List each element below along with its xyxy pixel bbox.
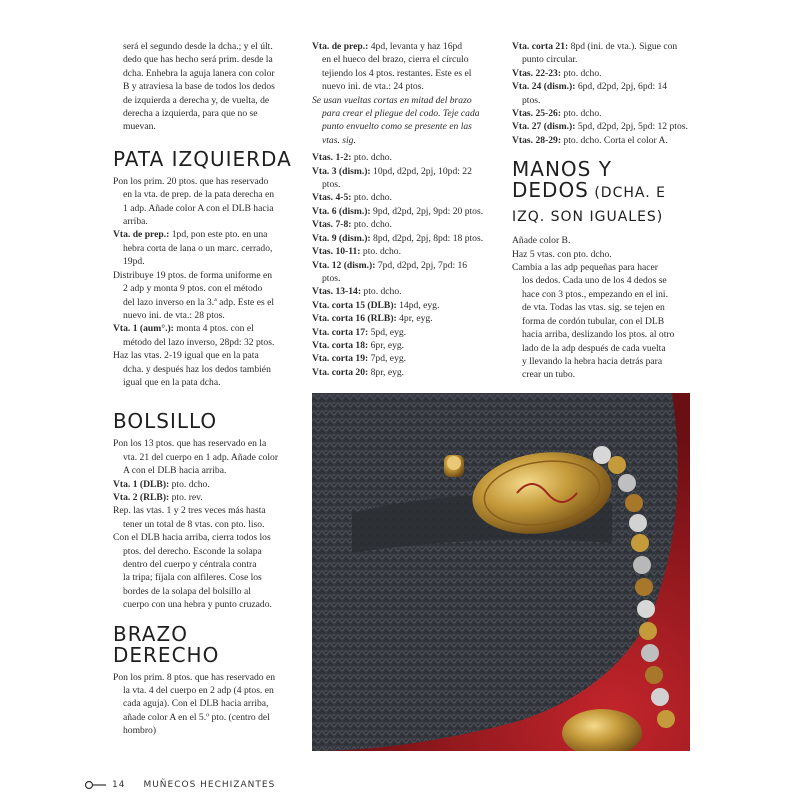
text-line: dcha. y después haz los dedos también [123,363,271,375]
text-line: Vta. de prep.: 4pd, levanta y haz 16pd [312,41,463,52]
row-label: Vta. 27 (dism.): [512,121,576,133]
note-line: vtas. sig. [322,134,356,146]
note-line: Se usan vueltas cortas en mitad del brazo [312,94,472,106]
manos-title-sub-a: (DCHA. E [588,185,666,202]
instruction-paragraph [113,322,297,349]
text-line: forma de cordón tubular, con el DLB [522,315,665,327]
text-line: en la vta. de prep. de la pata derecha en [123,189,275,201]
manos-title-line2: DEDOS [512,178,589,203]
text-line: Cambia a las adp pequeñas para hacer [512,262,658,274]
row-instruction: Vta. 6 (dism.): 9pd, d2pd, 2pj, 9pd: 20 ptos. [312,205,484,217]
row-instruction: Vta. corta 21: 8pd (ini. de vta.). Sigue con [512,41,678,52]
text-line: la tripa; fíjala con alfileres. Cose los [123,572,262,584]
instruction-paragraph [113,478,297,491]
row-instruction: Vtas. 7-8: pto. dcho. [312,219,392,231]
row-label: Vta. corta 18: [312,339,369,351]
manos-instructions [512,234,692,381]
column-left [113,40,297,738]
book-title: MUÑECOS HECHIZANTES [143,780,276,790]
brazo-rows-list [312,151,500,379]
section-title-manos-y-dedos [512,159,692,228]
row-instruction: Vta. 27 (dism.): 5pd, d2pd, 2pj, 5pd: 12 ptos. [512,121,688,133]
text-line: dentro del cuerpo y céntrala contra [123,559,257,570]
text-line: vta. 21 del cuerpo en 1 adp. Añade color [123,451,279,463]
ornament-icon [84,780,106,790]
instruction-paragraph [512,261,692,382]
row-instruction: Vtas. 4-5: pto. dcho. [312,192,392,204]
text-line: Distribuye 19 ptos. de forma uniforme en [113,269,273,281]
text-line: los dedos. Cada uno de los 4 dedos se [522,275,667,287]
text-line: dcha. Enhebra la aguja lanera con color [123,67,275,79]
row-instruction: Vta. 24 (dism.): 6pd, d2pd, 2pj, 6pd: 14 [512,81,668,93]
text-line: B y atraviesa la base de todos los dedos [123,81,275,93]
text-line: dedo que has hecho será prim. desde la [123,54,273,66]
text-line: hebra corta de lana o un marc. cerrado, [123,242,273,254]
text-line: nuevo ini. de vta.: 28 ptos. [123,309,225,321]
text-line: A con el DLB hacia arriba. [123,465,227,477]
text-line: hombro) [123,725,157,737]
brazo-derecho-instructions [113,671,297,738]
row-label: Vta. corta 16 (RLB): [312,313,397,325]
row-label: Vta. 2 (RLB): [113,491,170,503]
text-line: bordes de la solapa del bolsillo al [123,585,251,597]
row-instruction: Vtas. 22-23: pto. dcho. [512,67,602,79]
row-label: Vta. 9 (dism.): [312,232,371,244]
instruction-paragraph [113,175,297,229]
section-title-pata-izquierda: PATA IZQUIERDA [113,146,292,171]
row-label: Vtas. 25-26: [512,108,562,120]
brazo-title-line1: BRAZO [113,621,188,646]
text-line: lado de la adp después de cada vuelta [522,342,666,354]
bolsillo-instructions [113,437,297,611]
text-line: 2 adp y monta 9 ptos. con el método [123,283,263,295]
row-instruction: Vta. corta 17: 5pd, eyg. [312,326,407,338]
text-line: en el hueco del brazo, cierra el círculo [322,54,469,66]
text-line: Con el DLB hacia arriba, cierra todos los [113,532,271,544]
text-line: tener un total de 8 vtas. con pto. liso. [123,518,265,530]
instruction-paragraph [512,234,692,247]
row-label: Vta. corta 17: [312,326,369,338]
text-line: Pon los 13 ptos. que has reservado en la [113,438,267,450]
section-title-brazo-derecho [113,621,297,667]
instruction-paragraph [113,269,297,323]
row-label: Vtas. 1-2: [312,152,352,164]
text-line: tejiendo los 4 ptos. restantes. Este es el [322,67,472,79]
text-line: 1 adp. Añade color A con el DLB hacia [123,202,274,214]
row-instruction: Vtas. 25-26: pto. dcho. [512,108,602,120]
text-line: Haz 5 vtas. con pto. dcho. [512,248,612,260]
instruction-paragraph [113,491,297,504]
text-line: del lazo inverso en la 3.ª adp. Este es el [123,296,275,308]
row-label: Vtas. 28-29: [512,134,562,146]
text-line: muevan. [123,121,156,133]
text-line: nuevo ini. de vta.: 24 ptos. [322,81,424,93]
row-instruction: Vta. 12 (dism.): 7pd, d2pd, 2pj, 7pd: 16 [312,259,468,271]
section-title-bolsillo: BOLSILLO [113,409,218,434]
row-label: Vtas. 13-14: [312,286,362,298]
text-line: método del lazo inverso, 28pd: 32 ptos. [123,336,275,348]
row-instruction: Vta. corta 16 (RLB): 4pr, eyg. [312,313,433,325]
row-instruction: Vta. 9 (dism.): 8pd, d2pd, 2pj, 8pd: 18 ptos. [312,232,484,244]
row-label: Vta. 1 (aum°.): [113,323,174,335]
row-instruction: Vtas. 1-2: pto. dcho. [312,152,392,164]
row-continuation: ptos. [522,94,541,106]
text-line: hacia arriba, deslizando los ptos. al otro [522,329,675,341]
text-line: de vta. Todas las vtas. sig. se tejen en [522,302,665,314]
row-label: Vta. corta 15 (DLB): [312,299,397,311]
pata-izquierda-instructions [113,175,297,390]
row-label: Vtas. 7-8: [312,219,352,231]
text-line: cuerpo con una hebra y punto cruzado. [123,599,272,611]
note-line: punto envuelto como se presente en las [322,121,472,133]
row-continuation: punto circular. [522,54,578,66]
text-line: de izquierda a derecha y, de vuelta, de [123,94,270,106]
row-label: Vta. 6 (dism.): [312,205,371,217]
row-continuation: ptos. [322,272,341,284]
text-line: crear un tubo. [522,369,576,381]
text-line: Rep. las vtas. 1 y 2 tres veces más hasta [113,505,266,517]
intro-paragraph [113,40,297,134]
row-instruction: Vtas. 13-14: pto. dcho. [312,286,402,298]
text-line: cada aguja). Con el DLB hacia arriba, [123,698,269,710]
row-label: Vtas. 4-5: [312,192,352,204]
row-instruction: Vtas. 10-11: pto. dcho. [312,246,402,258]
text-line: la vta. 4 del cuerpo en 2 adp (4 ptos. en [123,685,274,697]
column-right [512,40,692,382]
text-line: Vta. de prep.: 1pd, pon este pto. en una [113,229,268,241]
row-continuation: ptos. [322,179,341,191]
manos-title-line1: MANOS Y [512,157,612,182]
photo-illustration [312,393,690,751]
row-instruction: Vta. corta 15 (DLB): 14pd, eyg. [312,299,440,311]
row-label: Vta. de prep.: [113,229,170,241]
text-line: Vta. 2 (RLB): pto. rev. [113,491,203,503]
row-instruction: Vtas. 28-29: pto. dcho. Corta el color A. [512,134,668,146]
instruction-paragraph [113,504,297,531]
short-rows-note [312,94,500,148]
row-label: Vta. 1 (DLB): [113,478,170,490]
brazo-title-line2: DERECHO [113,642,220,667]
column-middle [312,40,500,379]
text-line: y llevando la hebra hacia detrás para [522,355,663,367]
text-line: Vta. 1 (DLB): pto. dcho. [113,478,210,490]
row-label: Vtas. 22-23: [512,67,562,79]
text-line: Vta. 1 (aum°.): monta 4 ptos. con el [113,323,254,335]
page-number: 14 [112,780,126,790]
page-footer [84,780,275,790]
instruction-paragraph [113,531,297,611]
text-line: será el segundo desde la dcha.; y el últ. [123,41,273,52]
row-label: Vta. 3 (dism.): [312,165,371,177]
instruction-paragraph [312,40,500,94]
instruction-paragraph [113,228,297,268]
row-label: Vta. corta 19: [312,353,369,365]
row-instruction: Vta. 3 (dism.): 10pd, d2pd, 2pj, 10pd: 22 [312,165,472,177]
text-line: derecha a izquierda, para que no se [123,108,258,120]
brazo-prep-instructions [312,40,500,94]
row-label: Vtas. 10-11: [312,246,361,258]
text-line: Pon los prim. 20 ptos. que has reservado [113,175,269,187]
instruction-paragraph [113,437,297,477]
text-line: ptos. del derecho. Esconde la solapa [123,545,262,557]
note-line: para crear el pliegue del codo. Teje cada [322,108,480,120]
instruction-paragraph [113,349,297,389]
manos-title-sub-b: IZQ. SON IGUALES) [512,209,664,226]
instruction-paragraph [512,248,692,261]
row-label: Vta. 12 (dism.): [312,259,376,271]
text-line: Haz las vtas. 2-19 igual que en la pata [113,350,259,362]
knitted-doll-pocket-watch-photo [312,393,690,751]
row-label: Vta. corta 21: [512,41,569,52]
row-label: Vta. 24 (dism.): [512,81,576,93]
text-line: Pon los prim. 8 ptos. que has reservado en [113,671,276,683]
text-line: hace con 3 ptos., empezando en el ini. [522,288,668,300]
row-instruction: Vta. corta 19: 7pd, eyg. [312,353,407,365]
text-line: añade color A en el 5.º pto. (centro del [123,711,270,723]
row-label: Vta. corta 20: [312,366,369,378]
brazo-rows-continued [512,40,692,147]
text-line: igual que en la pata dcha. [123,376,221,388]
text-line: arriba. [123,216,148,228]
instruction-paragraph [113,671,297,738]
text-line: 19pd. [123,256,145,268]
text-line: Añade color B. [512,235,571,247]
row-instruction: Vta. corta 20: 8pr, eyg. [312,366,405,378]
row-label: Vta. de prep.: [312,41,369,52]
row-instruction: Vta. corta 18: 6pr, eyg. [312,339,405,351]
